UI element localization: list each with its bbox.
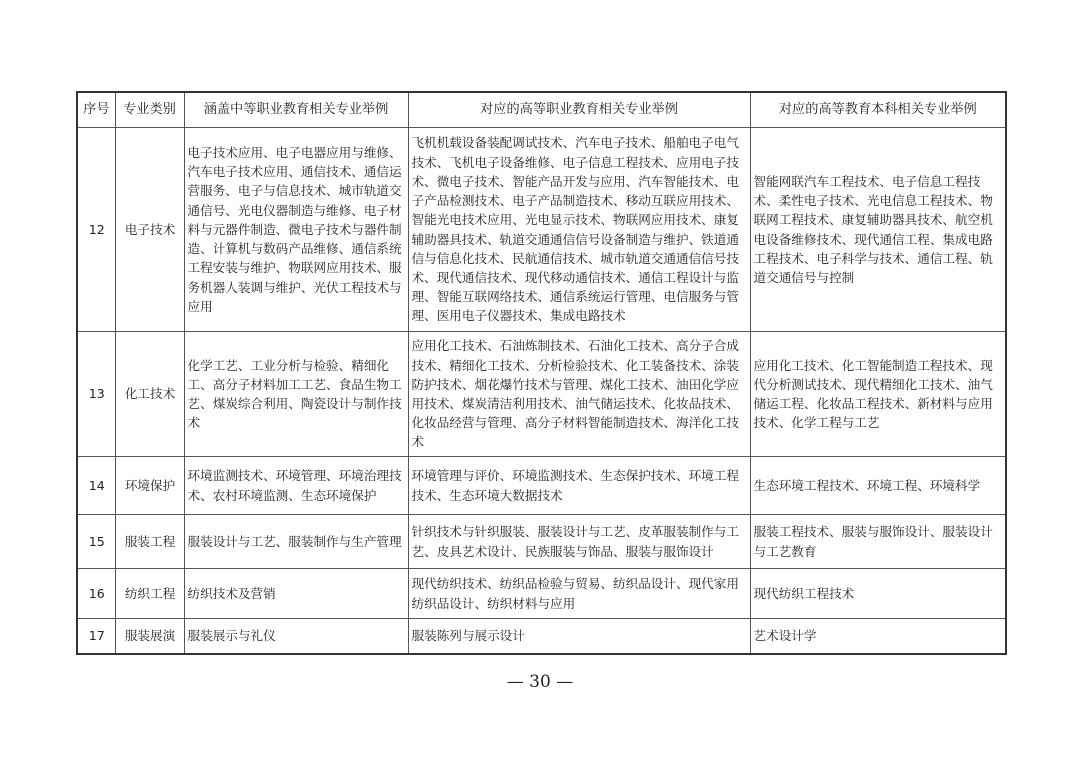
row-secondary-majors: 环境监测技术、环境管理、环境治理技术、农村环境监测、生态环境保护	[184, 457, 408, 515]
row-higher-vocational-majors: 应用化工技术、石油炼制技术、石油化工技术、高分子合成技术、精细化工技术、分析检验技术、化工装备技术、涂装防护技术、烟花爆竹技术与管理、煤化工技术、油田化学应用技术、煤炭清洁利用技术、油气储运技术、化妆品技术、化妆品经营与管理、高分子材料智能制造技术、海洋化工技术	[408, 332, 750, 457]
row-higher-vocational-majors: 针织技术与针织服装、服装设计与工艺、皮革服装制作与工艺、皮具艺术设计、民族服装与饰品、服装与服饰设计	[408, 515, 750, 569]
row-category: 化工技术	[115, 332, 184, 457]
row-undergraduate-majors: 智能网联汽车工程技术、电子信息工程技术、柔性电子技术、光电信息工程技术、物联网工程技术、康复辅助器具技术、航空机电设备维修技术、现代通信工程、集成电路工程技术、电子科学与技术、通信工程、轨道交通信号与控制	[750, 128, 1006, 332]
header-higher-vocational: 对应的高等职业教育相关专业举例	[408, 92, 750, 128]
table-row	[77, 515, 1006, 569]
row-number: 15	[77, 515, 115, 569]
header-category: 专业类别	[115, 92, 184, 128]
row-number: 17	[77, 619, 115, 655]
row-number: 12	[77, 128, 115, 332]
table-header-row	[77, 92, 1006, 128]
row-secondary-majors: 服装设计与工艺、服装制作与生产管理	[184, 515, 408, 569]
row-number: 14	[77, 457, 115, 515]
row-higher-vocational-majors: 飞机机载设备装配调试技术、汽车电子技术、船舶电子电气技术、飞机电子设备维修、电子信息工程技术、应用电子技术、微电子技术、智能产品开发与应用、汽车智能技术、电子产品检测技术、电子产品制造技术、移动互联应用技术、智能光电技术应用、光电显示技术、物联网应用技术、康复辅助器具技术、轨道交通通信信号设备制造与维护、铁道通信与信息化技术、民航通信技术、城市轨道交通通信信号技术、现代通信技术、现代移动通信技术、通信工程设计与监理、智能互联网络技术、通信系统运行管理、电信服务与管理、医用电子仪器技术、集成电路技术	[408, 128, 750, 332]
row-category: 服装工程	[115, 515, 184, 569]
table-row	[77, 128, 1006, 332]
row-undergraduate-majors: 艺术设计学	[750, 619, 1006, 655]
row-secondary-majors: 纺织技术及营销	[184, 569, 408, 619]
majors-table	[76, 91, 1007, 655]
row-category: 纺织工程	[115, 569, 184, 619]
header-serial-number: 序号	[77, 92, 115, 128]
table-row	[77, 332, 1006, 457]
row-secondary-majors: 服装展示与礼仪	[184, 619, 408, 655]
page-number: — 30 —	[506, 672, 574, 692]
header-undergraduate: 对应的高等教育本科相关专业举例	[750, 92, 1006, 128]
table-row	[77, 569, 1006, 619]
row-undergraduate-majors: 应用化工技术、化工智能制造工程技术、现代分析测试技术、现代精细化工技术、油气储运工程、化妆品工程技术、新材料与应用技术、化学工程与工艺	[750, 332, 1006, 457]
row-higher-vocational-majors: 现代纺织技术、纺织品检验与贸易、纺织品设计、现代家用纺织品设计、纺织材料与应用	[408, 569, 750, 619]
row-higher-vocational-majors: 服装陈列与展示设计	[408, 619, 750, 655]
header-secondary-vocational: 涵盖中等职业教育相关专业举例	[184, 92, 408, 128]
row-category: 服装展演	[115, 619, 184, 655]
table-row	[77, 619, 1006, 655]
row-undergraduate-majors: 服装工程技术、服装与服饰设计、服装设计与工艺教育	[750, 515, 1006, 569]
row-undergraduate-majors: 生态环境工程技术、环境工程、环境科学	[750, 457, 1006, 515]
table-container	[76, 91, 1007, 655]
row-category: 环境保护	[115, 457, 184, 515]
row-secondary-majors: 电子技术应用、电子电器应用与维修、汽车电子技术应用、通信技术、通信运营服务、电子与信息技术、城市轨道交通信号、光电仪器制造与维修、电子材料与元器件制造、微电子技术与器件制造、计算机与数码产品维修、通信系统工程安装与维护、物联网应用技术、服务机器人装调与维护、光伏工程技术与应用	[184, 128, 408, 332]
table-row	[77, 457, 1006, 515]
row-number: 13	[77, 332, 115, 457]
row-number: 16	[77, 569, 115, 619]
row-category: 电子技术	[115, 128, 184, 332]
row-higher-vocational-majors: 环境管理与评价、环境监测技术、生态保护技术、环境工程技术、生态环境大数据技术	[408, 457, 750, 515]
row-secondary-majors: 化学工艺、工业分析与检验、精细化工、高分子材料加工工艺、食品生物工艺、煤炭综合利用、陶瓷设计与制作技术	[184, 332, 408, 457]
row-undergraduate-majors: 现代纺织工程技术	[750, 569, 1006, 619]
